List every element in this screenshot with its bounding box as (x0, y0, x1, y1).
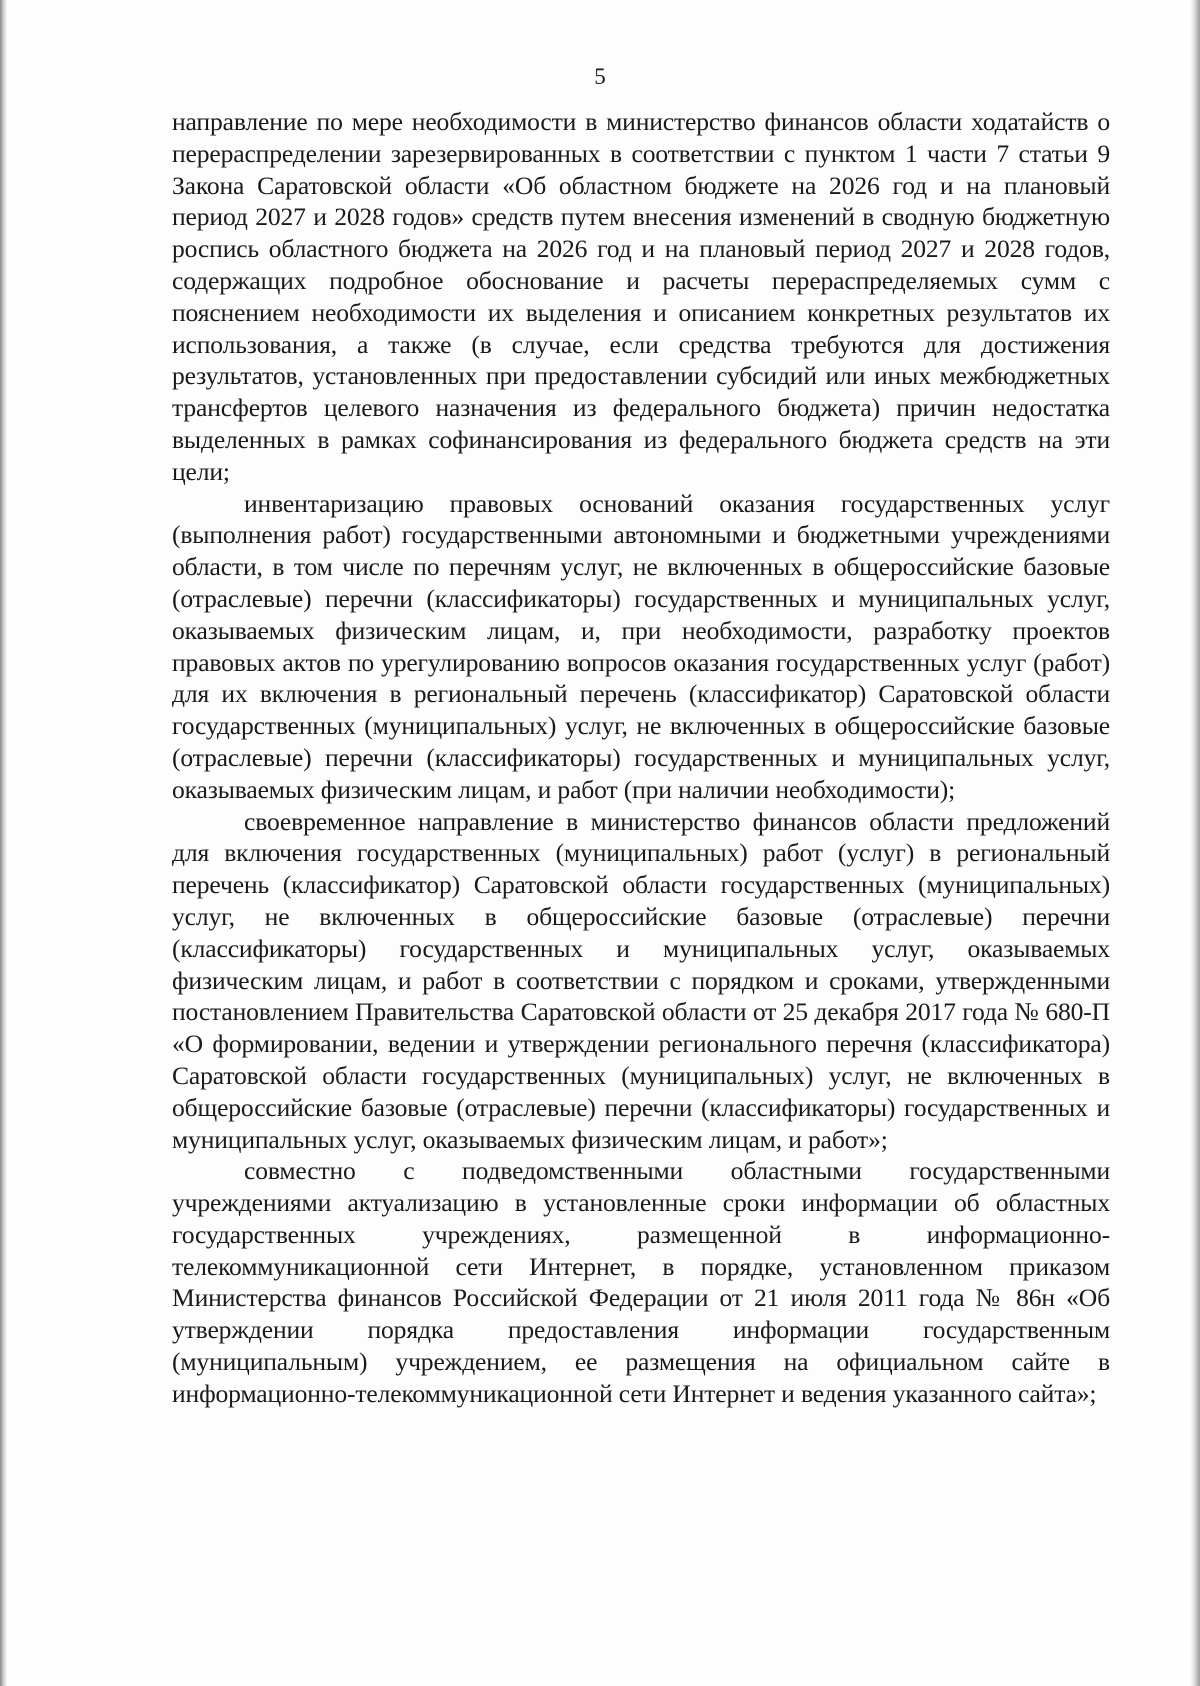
paragraph-continued: направление по мере необходимости в министерство финансов области ходатайств о перераспределении зарезервированных в соответствии с пунктом 1 части 7 статьи 9 Закона Саратовской области «Об областном бюджете на 2026 год и на плановый период 2027 и 2028 годов» средств путем внесения изменений в сводную бюджетную роспись областного бюджета на 2026 год и на плановый период 2027 и 2028 годов, содержащих подробное обоснование и расчеты перераспределяемых сумм с пояснением необходимости их выделения и описанием конкретных результатов их использования, а также (в случае, если средства требуются для достижения результатов, установленных при предоставлении субсидий или иных межбюджетных трансфертов целевого назначения из федерального бюджета) причин недостатка выделенных в рамках софинансирования из федерального бюджета средств на эти цели; (172, 107, 1110, 486)
page-number: 5 (594, 64, 606, 89)
paragraph-proposals: своевременное направление в министерство финансов области предложений для включения государственных (муниципальных) работ (услуг) в региональный перечень (классификатор) Саратовской области государственных (муниципальных) услуг, не включенных в общероссийские базовые (отраслевые) перечни (классификаторы) государственных и муниципальных услуг, оказываемых физическим лицам, и работ в соответствии с порядком и сроками, утвержденными постановлением Правительства Саратовской области от 25 декабря 2017 года № 680-П «О формировании, ведении и утверждении регионального перечня (классификатора) Саратовской области государственных (муниципальных) услуг, не включенных в общероссийские базовые (отраслевые) перечни (классификаторы) государственных и муниципальных услуг, оказываемых физическим лицам, и работ»; (172, 806, 1110, 1154)
scan-edge-right (1190, 0, 1200, 1686)
paragraph-inventory: инвентаризацию правовых оснований оказания государственных услуг (выполнения работ) государственными автономными и бюджетными учреждениями области, в том числе по перечням услуг, не включенных в общероссийские базовые (отраслевые) перечни (классификаторы) государственных и муниципальных услуг, оказываемых физическим лицам, и, при необходимости, разработку проектов правовых актов по урегулированию вопросов оказания государственных услуг (работ) для их включения в региональный перечень (классификатор) Саратовской области государственных (муниципальных) услуг, не включенных в общероссийские базовые (отраслевые) перечни (классификаторы) государственных и муниципальных услуг, оказываемых физическим лицам, и работ (при наличии необходимости); (172, 488, 1110, 804)
scan-edge-left (0, 0, 7, 1686)
document-body (172, 106, 1110, 1410)
paragraph-information-update: совместно с подведомственными областными государственными учреждениями актуализацию в установленные сроки информации об областных государственных учреждениях, размещенной в информационно-телекоммуникационной сети Интернет, в порядке, установленном приказом Министерства финансов Российской Федерации от 21 июля 2011 года № 86н «Об утверждении порядка предоставления информации государственным (муниципальным) учреждением, ее размещения на официальном сайте в информационно-телекоммуникационной сети Интернет и ведения указанного сайта»; (172, 1156, 1110, 1408)
